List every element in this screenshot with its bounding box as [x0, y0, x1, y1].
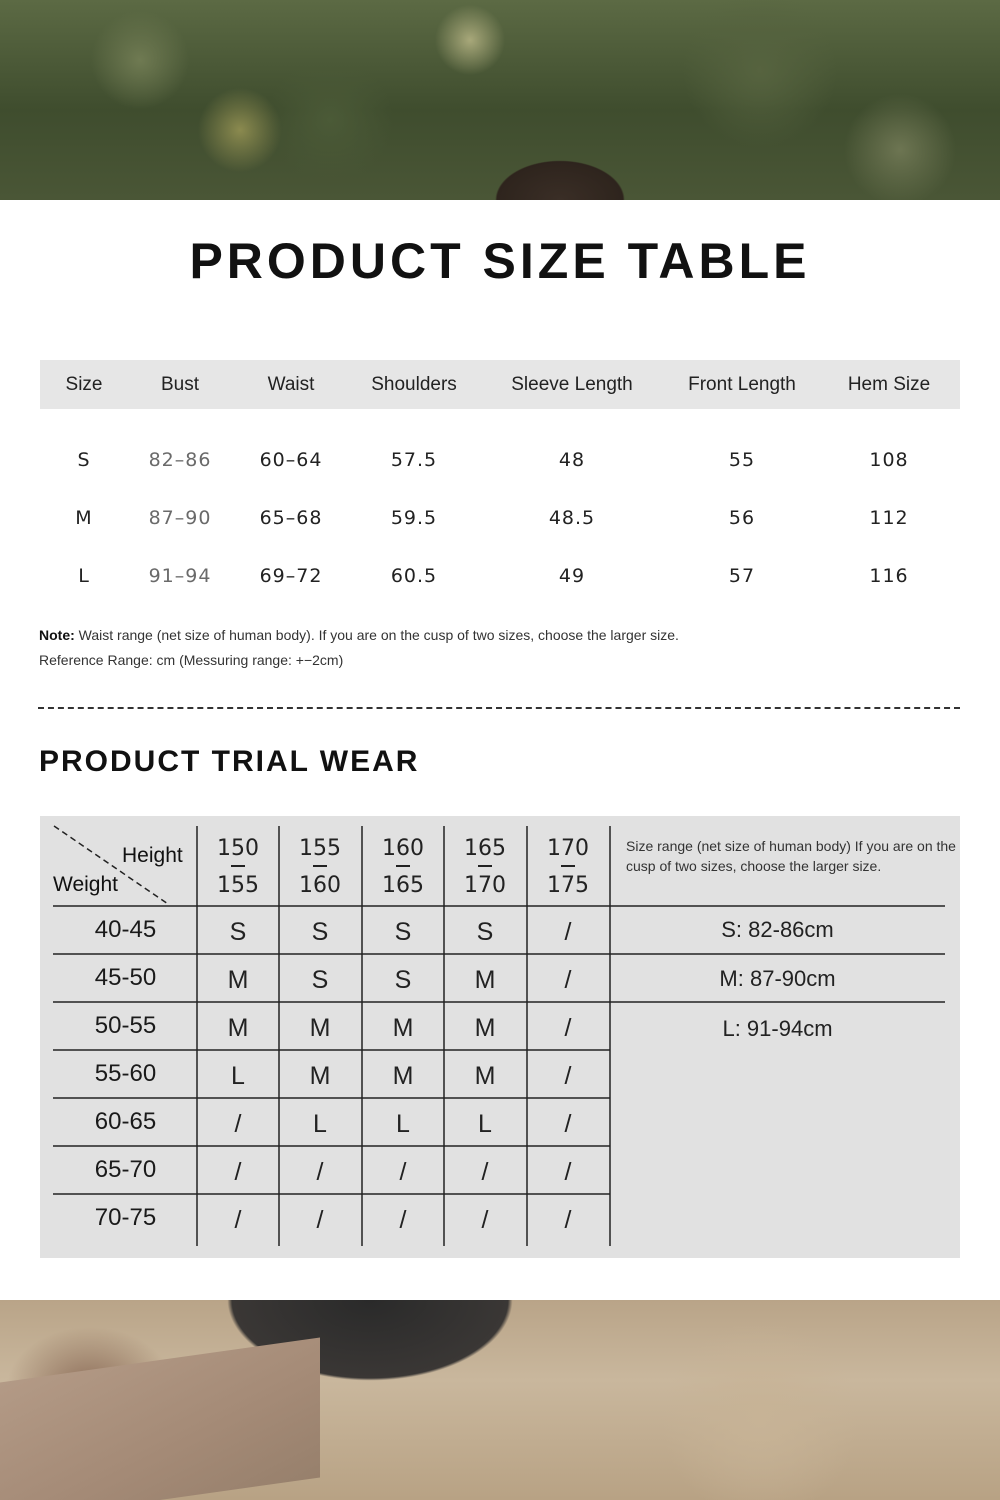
size-value: /: [564, 1206, 572, 1234]
height-to: 155: [217, 873, 259, 898]
size-value: /: [564, 966, 572, 994]
size-value: M: [392, 1062, 414, 1090]
weight-cell: 45-50: [94, 964, 157, 991]
size-value: M: [227, 966, 249, 994]
size-value: S: [394, 918, 412, 946]
size-notes: [39, 623, 679, 673]
range-note: Size range (net size of human body) If you are on the cusp of two sizes, choose the larger size.: [626, 838, 956, 874]
corner-weight-label: Weight: [53, 873, 118, 896]
bust-cell: 87–90: [148, 507, 212, 529]
height-to: 170: [464, 873, 506, 898]
top-photo: [0, 0, 1000, 200]
height-to: 175: [547, 873, 589, 898]
size-value: /: [564, 1014, 572, 1042]
weight-cell: 65-70: [94, 1156, 157, 1183]
size-value: /: [399, 1158, 407, 1186]
bottom-photo: [0, 1300, 1000, 1500]
height-from: 170: [547, 836, 589, 861]
table-row: [40, 547, 960, 605]
size-value: M: [227, 1014, 249, 1042]
dashed-divider: [38, 707, 960, 709]
size-value: M: [474, 1014, 496, 1042]
header-sleeve-length: Sleeve Length: [511, 373, 633, 395]
hem-size-cell: 116: [869, 565, 909, 587]
corner-height-label: Height: [122, 844, 183, 867]
size-value: S: [311, 966, 329, 994]
sleeve-length-cell: 48.5: [548, 507, 596, 529]
weight-cell: 70-75: [94, 1204, 157, 1231]
hem-size-cell: 112: [869, 507, 909, 529]
size-value: L: [313, 1110, 327, 1138]
size-value: /: [399, 1206, 407, 1234]
front-length-cell: 57: [728, 565, 756, 587]
size-value: M: [474, 966, 496, 994]
bust-cell: 91–94: [148, 565, 212, 587]
hem-size-cell: 108: [869, 449, 909, 471]
header-hem-size: Hem Size: [847, 373, 931, 395]
sleeve-length-cell: 49: [558, 565, 586, 587]
size-value: /: [481, 1206, 489, 1234]
shoulders-cell: 59.5: [390, 507, 438, 529]
range-m: M: 87-90cm: [719, 966, 836, 991]
size-value: M: [309, 1062, 331, 1090]
shoulders-cell: 60.5: [390, 565, 438, 587]
size-value: /: [564, 1158, 572, 1186]
shoulders-cell: 57.5: [390, 449, 438, 471]
weight-cell: 55-60: [94, 1060, 157, 1087]
photo-detail: [0, 1338, 320, 1500]
size-value: /: [564, 1062, 572, 1090]
size-value: M: [309, 1014, 331, 1042]
size-table-header: [40, 360, 960, 409]
header-bust: Bust: [160, 373, 200, 395]
size-table: [40, 360, 960, 605]
note-label: Note:: [39, 627, 75, 643]
header-waist: Waist: [267, 373, 315, 395]
height-header: [197, 830, 279, 904]
range-l: L: 91-94cm: [722, 1016, 833, 1041]
height-from: 155: [299, 836, 341, 861]
range-s: S: 82-86cm: [721, 917, 834, 942]
height-from: 160: [382, 836, 424, 861]
size-chart-card: [0, 200, 1000, 1300]
size-value: /: [316, 1206, 324, 1234]
trial-wear-title: PRODUCT TRIAL WEAR: [39, 745, 420, 778]
front-length-cell: 56: [728, 507, 756, 529]
weight-cell: 60-65: [94, 1108, 157, 1135]
size-cell: S: [77, 449, 91, 471]
size-value: S: [311, 918, 329, 946]
header-front-length: Front Length: [688, 373, 796, 395]
front-length-cell: 55: [728, 449, 756, 471]
size-value: /: [316, 1158, 324, 1186]
note-text: Waist range (net size of human body). If you are on the cusp of two sizes, choose the larger size.: [74, 627, 679, 643]
height-to: 160: [299, 873, 341, 898]
waist-cell: 69–72: [259, 565, 323, 587]
size-value: /: [564, 918, 572, 946]
height-header: [527, 830, 609, 904]
size-value: L: [478, 1110, 492, 1138]
table-row: [40, 489, 960, 547]
size-value: L: [396, 1110, 410, 1138]
waist-cell: 60–64: [259, 449, 323, 471]
height-to: 165: [382, 873, 424, 898]
size-table-body: [40, 431, 960, 605]
table-row: [40, 431, 960, 489]
weight-cell: 50-55: [94, 1012, 157, 1039]
height-header: [279, 830, 361, 904]
size-value: S: [476, 918, 494, 946]
size-value: M: [392, 1014, 414, 1042]
height-from: 150: [217, 836, 259, 861]
size-value: /: [234, 1206, 242, 1234]
size-value: /: [234, 1158, 242, 1186]
size-value: M: [474, 1062, 496, 1090]
size-value: /: [481, 1158, 489, 1186]
bust-cell: 82–86: [148, 449, 212, 471]
height-header: [362, 830, 444, 904]
size-cell: L: [78, 565, 90, 587]
size-value: /: [564, 1110, 572, 1138]
trial-wear-table: [40, 816, 960, 1258]
size-value: S: [229, 918, 247, 946]
height-from: 165: [464, 836, 506, 861]
size-value: S: [394, 966, 412, 994]
size-value: L: [231, 1062, 245, 1090]
waist-cell: 65–68: [259, 507, 323, 529]
header-size: Size: [65, 373, 103, 395]
size-value: /: [234, 1110, 242, 1138]
height-header: [444, 830, 526, 904]
weight-cell: 40-45: [94, 916, 157, 943]
note-line: [39, 623, 679, 648]
reference-range: Reference Range: cm (Messuring range: +−2cm): [39, 652, 344, 668]
size-table-title: PRODUCT SIZE TABLE: [189, 233, 811, 289]
size-cell: M: [75, 507, 93, 529]
sleeve-length-cell: 48: [558, 449, 586, 471]
header-shoulders: Shoulders: [371, 373, 457, 395]
